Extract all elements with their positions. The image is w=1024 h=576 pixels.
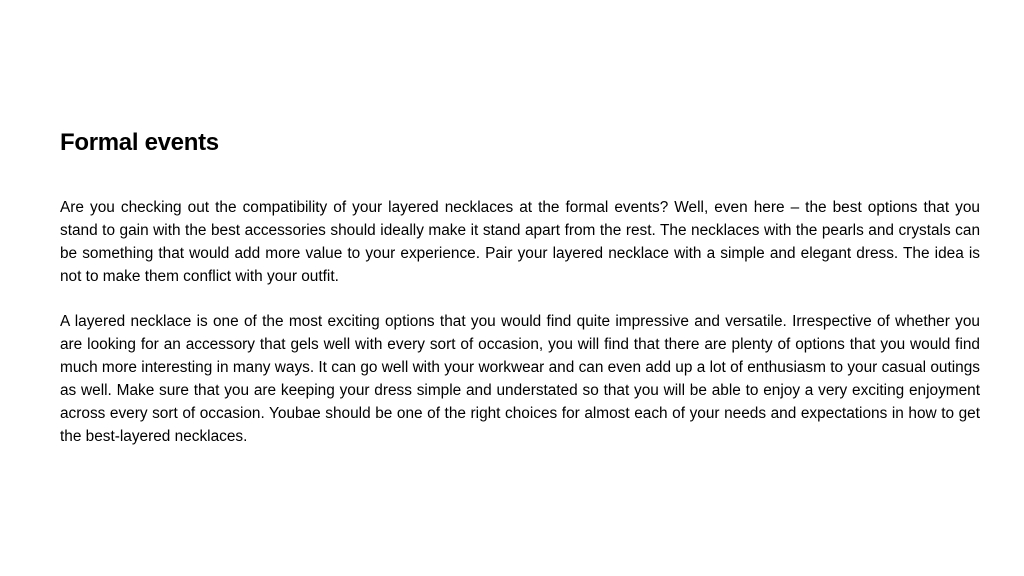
slide-body	[60, 196, 980, 470]
paragraph-formal-events: Are you checking out the compatibility of your layered necklaces at the formal events? Well, even here – the best options that you stand to gain with the best accessories should ideally make it stand apart from the rest. The necklaces with the pearls and crystals can be something that would add more value to your experience. Pair your layered necklace with a simple and elegant dress. The idea is not to make them conflict with your outfit.	[60, 199, 980, 285]
paragraph-layered-necklace: A layered necklace is one of the most exciting options that you would find quite impressive and versatile. Irrespective of whether you are looking for an accessory that gels well with every sort of occasion, you will find that there are plenty of options that you would find much more interesting in many ways. It can go well with your workwear and can even add up a lot of enthusiasm to your casual outings as well. Make sure that you are keeping your dress simple and understated so that you will be able to enjoy a very exciting enjoyment across every sort of occasion. Youbae should be one of the right choices for almost each of your needs and expectations in how to get the best-layered necklaces.	[60, 313, 980, 445]
slide-title: Formal events	[60, 129, 219, 156]
